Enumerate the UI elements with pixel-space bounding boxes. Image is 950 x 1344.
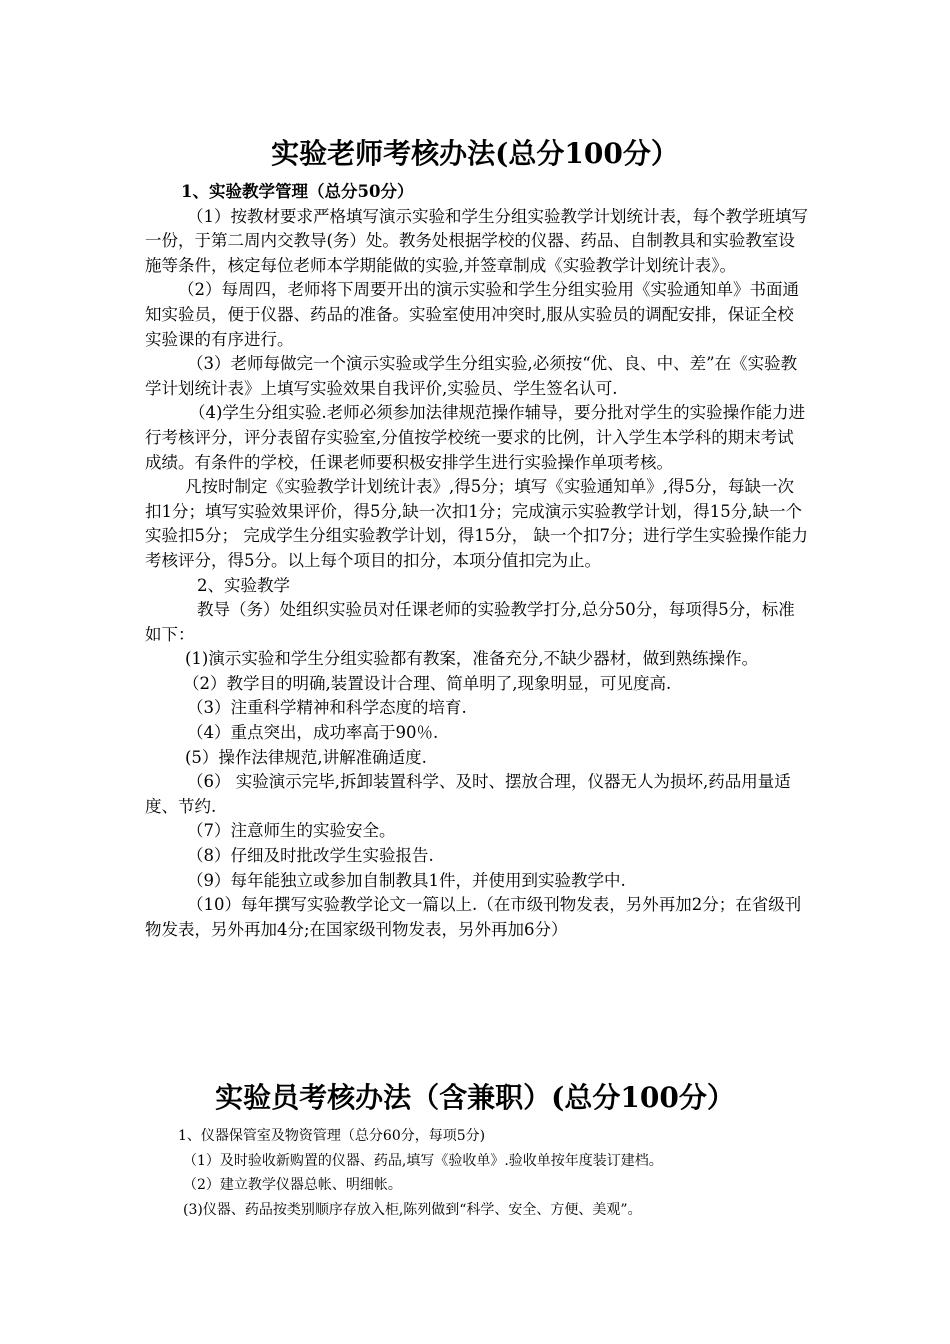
list-item: （2）教学目的明确,装置设计合理、简单明了,现象明显，可见度高. <box>183 673 672 693</box>
list-item: （7）注意师生的实验安全。 <box>187 821 396 841</box>
document-title-lab-staff: 实验员考核办法（含兼职）(总分100分） <box>215 1081 735 1114</box>
paragraph: （4)学生分组实验.老师必须参加法律规范操作辅导，要分批对学生的实验操作能力进行考核评分，评分表留存实验室,分值按学校统一要求的比例，计入学生本学科的期末考试成绩。有条件的学校，任课老师要积极安排学生进行实验操作单项考核。 <box>145 403 806 472</box>
paragraph: （1）按教材要求严格填写演示实验和学生分组实验教学计划统计表，每个教学班填写一份，于第二周内交教导(务）处。教务处根据学校的仪器、药品、自制教具和实验教室设施等条件，核定每位老师本学期能做的实验,并签章制成《实验教学计划统计表》。 <box>145 206 808 275</box>
list-item: (5）操作法律规范,讲解准确适度. <box>185 747 427 767</box>
section-heading-teaching-management: 1、实验教学管理（总分50分） <box>181 182 414 201</box>
list-item: （8）仔细及时批改学生实验报告. <box>187 846 434 866</box>
list-item: （1）及时验收新购置的仪器、药品,填写《验收单》.验收单按年度装订建档。 <box>183 1152 663 1169</box>
list-item: （9）每年能独立或参加自制教具1件，并使用到实验教学中. <box>187 870 626 890</box>
teacher-assessment-body <box>145 180 810 942</box>
paragraph: 凡按时制定《实验教学计划统计表》,得5分；填写《实验通知单》,得5分，每缺一次扣1分；填写实验效果评价，得5分,缺一次扣1分；完成演示实验教学计划，得15分,缺一个实验扣5分； 完成学生分组实验教学计划，得15分， 缺一个扣7分；进行学生实验操作能力考核评分，得5分。以上每个项目的扣分，本项分值扣完为止。 <box>145 477 808 570</box>
list-item: （6） 实验演示完毕,拆卸装置科学、及时、摆放合理，仪器无人为损坏,药品用量适度、节约. <box>145 772 791 816</box>
list-item: (1)演示实验和学生分组实验都有教案，准备充分,不缺少器材，做到熟练操作。 <box>185 649 759 669</box>
paragraph: （3）老师每做完一个演示实验或学生分组实验,必须按“优、良、中、差”在《实验教学计划统计表》上填写实验效果自我评价,实验员、学生签名认可. <box>145 354 798 398</box>
lab-staff-assessment-body <box>145 1124 810 1222</box>
document-title-teacher: 实验老师考核办法(总分100分） <box>271 137 679 170</box>
paragraph: （2）每周四，老师将下周要开出的演示实验和学生分组实验用《实验通知单》书面通知实验员，便于仪器、药品的准备。实验室使用冲突时,服从实验员的调配安排，保证全校实验课的有序进行。 <box>145 280 799 349</box>
list-item: （3）注重科学精神和科学态度的培育. <box>187 698 467 718</box>
list-item: （2）建立教学仪器总帐、明细帐。 <box>183 1177 402 1193</box>
list-item: （10）每年撰写实验教学论文一篇以上.（在市级刊物发表，另外再加2分；在省级刊物发表，另外再加4分;在国家级刊物发表，另外再加6分） <box>145 895 802 939</box>
list-item: （4）重点突出，成功率高于90％. <box>187 723 439 743</box>
paragraph: 教导（务）处组织实验员对任课老师的实验教学打分,总分50分，每项得5分，标准如下： <box>145 600 795 644</box>
section-heading-storage-management: 1、仪器保管室及物资管理（总分60分，每项5分) <box>178 1128 486 1144</box>
list-item: (3)仪器、药品按类别顺序存放入柜,陈列做到“科学、安全、方便、美观”。 <box>183 1201 642 1218</box>
section-heading-experiment-teaching: 2、实验教学 <box>197 575 290 595</box>
